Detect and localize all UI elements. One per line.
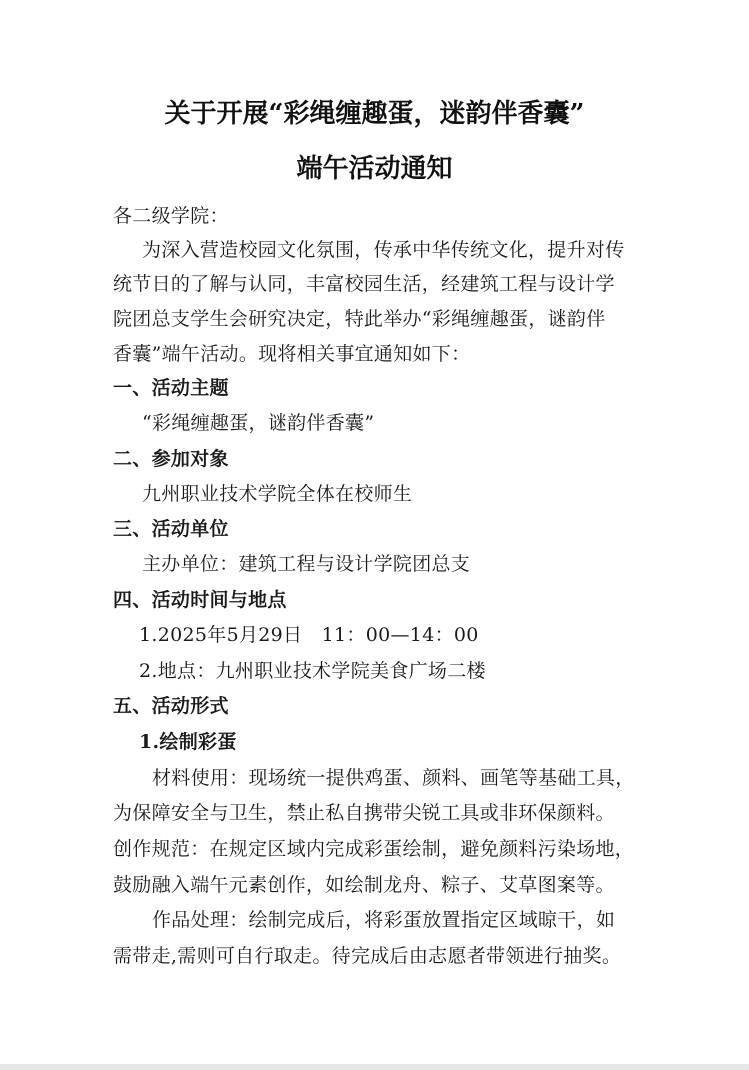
section-3-heading: 三、活动单位 xyxy=(113,518,229,540)
section-4-time: 1.2025年5月29日 11：00—14：00 xyxy=(139,624,479,646)
section-5-para-line-3: 创作规范：在规定区域内完成彩蛋绘制，避免颜料污染场地， xyxy=(113,838,635,860)
section-5-para-line-1: 材料使用：现场统一提供鸡蛋、颜料、画笔等基础工具， xyxy=(152,767,635,789)
intro-line-4: 香囊”端午活动。现将相关事宜通知如下： xyxy=(113,343,471,365)
section-5-para-line-2: 为保障安全与卫生，禁止私自携带尖锐工具或非环保颜料。 xyxy=(113,802,615,824)
section-3-content: 主办单位：建筑工程与设计学院团总支 xyxy=(142,553,471,575)
section-4-location: 2.地点：九州职业技术学院美食广场二楼 xyxy=(139,660,486,682)
section-2-heading: 二、参加对象 xyxy=(113,448,229,470)
intro-line-1: 为深入营造校园文化氛围，传承中华传统文化，提升对传 xyxy=(142,239,625,261)
section-1-content: “彩绳缠趣蛋，谜韵伴香囊” xyxy=(142,412,375,434)
intro-line-3: 院团总支学生会研究决定，特此举办“彩绳缠趣蛋，谜韵伴 xyxy=(113,308,606,330)
notice-title-line-2: 端午活动通知 xyxy=(296,154,453,184)
section-5-para-line-4: 鼓励融入端午元素创作，如绘制龙舟、粽子、艾草图案等。 xyxy=(113,874,615,896)
section-5-para-line-5: 作品处理：绘制完成后，将彩蛋放置指定区域晾干，如 xyxy=(152,909,616,931)
section-5-subheading-1: 1.绘制彩蛋 xyxy=(139,731,237,753)
section-4-heading: 四、活动时间与地点 xyxy=(113,589,287,611)
page-bottom-divider xyxy=(0,1064,749,1070)
section-5-heading: 五、活动形式 xyxy=(113,695,229,717)
notice-title-line-1: 关于开展“彩绳缠趣蛋，迷韵伴香囊” xyxy=(164,99,585,129)
section-1-heading: 一、活动主题 xyxy=(113,377,229,399)
section-5-para-line-6: 需带走,需则可自行取走。待完成后由志愿者带领进行抽奖。 xyxy=(113,945,622,967)
salutation: 各二级学院： xyxy=(113,205,229,227)
section-2-content: 九州职业技术学院全体在校师生 xyxy=(142,483,413,505)
intro-line-2: 统节日的了解与认同，丰富校园生活，经建筑工程与设计学 xyxy=(113,273,615,295)
